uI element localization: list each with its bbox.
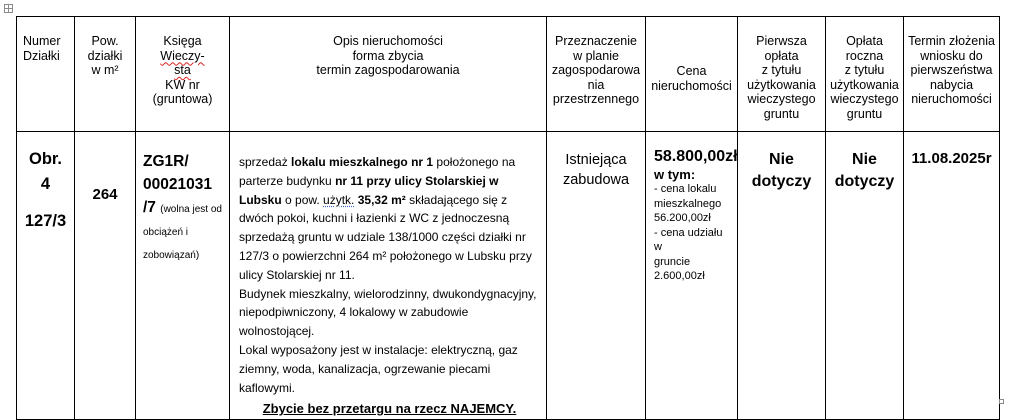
price-amount: 58.800,00zł [654,148,738,165]
cell-cena: 58.800,00zł w tym: - cena lokalu mieszkalnego 56.200,00zł - cena udziału w gruncie 2.600,00zł [646,132,738,420]
cell-przeznaczenie: Istniejąca zabudowa [547,132,646,420]
header-pow: Pow. działki w m² [75,17,136,132]
header-cena: Cena nieruchomości [646,17,738,132]
sale-form: Zbycie bez przetargu na rzecz NAJEMCY. [262,401,517,417]
header-roczna: Opłata roczna z tytułu użytkowania wieczystego gruntu [826,17,904,132]
property-table [16,16,1000,420]
header-termin: Termin złożenia wniosku do pierwszeństwa nabycia nieruchomości [904,17,1000,132]
table-row [17,132,1000,420]
cell-pierwsza: Nie dotyczy [738,132,826,420]
header-row [17,17,1000,132]
cell-opis: sprzedaż lokalu mieszkalnego nr 1 położonego na parterze budynku nr 11 przy ulicy Stolarskiej w Lubsku o pow. użytk. 35,32 m² składającego się z dwóch pokoi, kuchni i łazienki z WC z jednoczesną sprzedażą gruntu w udziale 138/1000 części działki nr 127/3 o powierzchni 264 m² położonego w Lubsku przy ulicy Stolarskiej nr 11. Budynek mieszkalny, wielorodzinny, dwukondygnacyjny, niepodpiwniczony, 4 lokalowy w zabudowie wolnostojącej. Lokal wyposażony jest w instalacje: elektryczną, gaz ziemny, woda, kanalizacja, ogrzewanie piecami kaflowymi. Zbycie bez przetargu na rzecz NAJEMCY. [230,132,547,420]
table-resize-handle[interactable] [999,399,1004,404]
cell-pow: 264 [75,132,136,420]
header-ksiega: Księga Wieczy- sta KW nr (gruntowa) [136,17,230,132]
header-opis: Opis nieruchomości forma zbycia termin zagospodarowania [230,17,547,132]
cell-termin: 11.08.2025r [904,132,1000,420]
header-pierwsza: Pierwsza opłata z tytułu użytkowania wieczystego gruntu [738,17,826,132]
cell-kw: ZG1R/ 00021031 /7 (wolna jest od obciążeń i zobowiązań) [136,132,230,420]
kw-note: (wolna jest od obciążeń i zobowiązań) [143,204,222,261]
cell-numer: Obr. 4 127/3 [17,132,75,420]
table-move-handle[interactable] [4,4,13,13]
header-numer: Numer Działki [17,17,75,132]
cell-roczna: Nie dotyczy [826,132,904,420]
header-przeznaczenie: Przeznaczenie w planie zagospodarowa nia przestrzennego [547,17,646,132]
